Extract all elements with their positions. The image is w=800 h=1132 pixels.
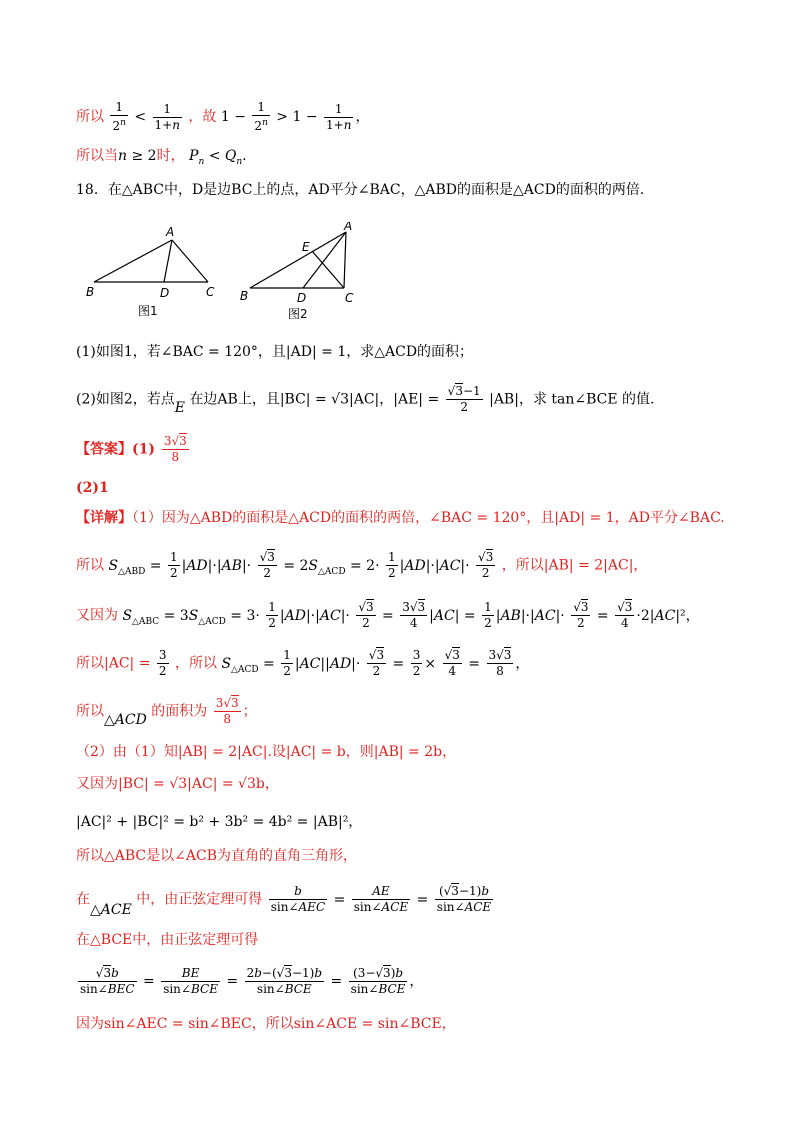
fig2-label-B: B: [240, 289, 249, 303]
fig1-label-A: A: [166, 225, 175, 239]
detail-line-7: 又因为|BC| = √3|AC| = √3b，: [76, 776, 279, 792]
question-part-1: (1)如图1，若∠BAC = 120°，且|AD| = 1，求△ACD的面积；: [76, 344, 474, 360]
detail-line-1: 【详解】（1）因为△ABD的面积是△ACD的面积的两倍，∠BAC = 120°，且|AD| = 1，AD平分∠BAC.: [76, 510, 725, 526]
text: ，故: [188, 109, 217, 125]
triangle-figures: [80, 222, 380, 322]
detail-line-5: 所以△ACD 的面积为 $\frac{3√3}{8}$ ；: [76, 696, 257, 728]
detail-line-3: 又因为 $S_{\triangle ABC} = 3S_{\triangle ACD} = 3\cdot$ $\frac{1}{2}$ |AD|·|AC|· $\frac{√3}{2}$ = $\frac{3√3}{4}$ |AC| = $\frac{1}{2}$ |AB|·|AC|· $\frac{√3}{2}$ = $\frac{√3}{4}$ ·2|AC|²，: [76, 600, 700, 630]
question-part-2: (2)如图2，若点E 在边AB上，且|BC| = √3|AC|，|AE| = $\frac{√3-1}{2}$ |AB|，求 tan∠BCE 的值.: [76, 384, 655, 416]
fig2-label-C: C: [345, 291, 354, 305]
line-1: 所以 $\frac{1}{2^n}$ < $\frac{1}{1+n}$ ，故 1 − $\frac{1}{2^n}$ > 1 − $\frac{1}{1+n}$ ，: [76, 100, 370, 133]
fig1-label-D: D: [160, 286, 170, 300]
detail-line-9: 所以△ABC是以∠ACB为直角的直角三角形，: [76, 848, 357, 864]
detail-line-4: 所以|AC| = $\frac{3}{2}$ ，所以 $S_{\triangle ACD}$ = $\frac{1}{2}$ |AC||AD|· $\frac{√3}{2}$ = $\frac{3}{2}$ × $\frac{√3}{4}$ = $\frac{3√3}{8}$ ，: [76, 648, 530, 678]
fig2-label-E: E: [302, 240, 310, 254]
fig2-caption: 图2: [288, 307, 308, 321]
fig1-label-C: C: [206, 285, 215, 299]
fig2-label-D: D: [297, 291, 307, 305]
detail-line-2: 所以 $S_{\triangle ABD}$ = $\frac{1}{2}$ |AD|·|AB|· $\frac{√3}{2}$ = $2S_{\triangle ACD} = 2\cdot$ $\frac{1}{2}$ |AD|·|AC|· $\frac{√3}{2}$ ，所以|AB| = 2|AC|，: [76, 550, 648, 580]
fig1-caption: 图1: [138, 304, 158, 318]
detail-line-6: （2）由（1）知|AB| = 2|AC|.设|AC| = b，则|AB| = 2b，: [76, 744, 457, 760]
detail-line-13: 因为sin∠AEC = sin∠BEC，所以sin∠ACE = sin∠BCE，: [76, 1016, 456, 1032]
answer-line: 【答案】(1) $\frac{3√3}{8}$: [76, 434, 187, 464]
figure-1: [94, 240, 208, 282]
detail-line-10: 在△ACE 中，由正弦定理可得 $\frac{b}{\text{sin∠AEC}}$ = $\frac{AE}{\text{sin∠ACE}}$ = $\frac{(√3-1)b}{\text{sin∠ACE}}$: [76, 884, 492, 918]
fig2-label-A: A: [344, 222, 353, 233]
line-2: 所以当n ≥ 2时， $P_n < Q_n$.: [76, 148, 247, 167]
text: 所以: [76, 109, 104, 125]
fig1-label-B: B: [86, 285, 95, 299]
question-18: 18．在△ABC中，D是边BC上的点，AD平分∠BAC，△ABD的面积是△ACD的面积的两倍.: [76, 182, 645, 198]
detail-line-11: 在△BCE中，由正弦定理可得: [76, 932, 259, 948]
figure-2: [250, 232, 346, 288]
answer-2: (2)1: [76, 480, 109, 496]
detail-line-12: $\frac{√3b}{\text{sin∠BEC}}$ = $\frac{BE}{\text{sin∠BCE}}$ = $\frac{2b-(√3-1)b}{\text{sin∠BCE}}$ = $\frac{(3-√3)b}{\text{sin∠BCE}}$ ，: [80, 966, 424, 996]
detail-line-8: |AC|² + |BC|² = b² + 3b² = 4b² = |AB|²，: [76, 814, 363, 830]
